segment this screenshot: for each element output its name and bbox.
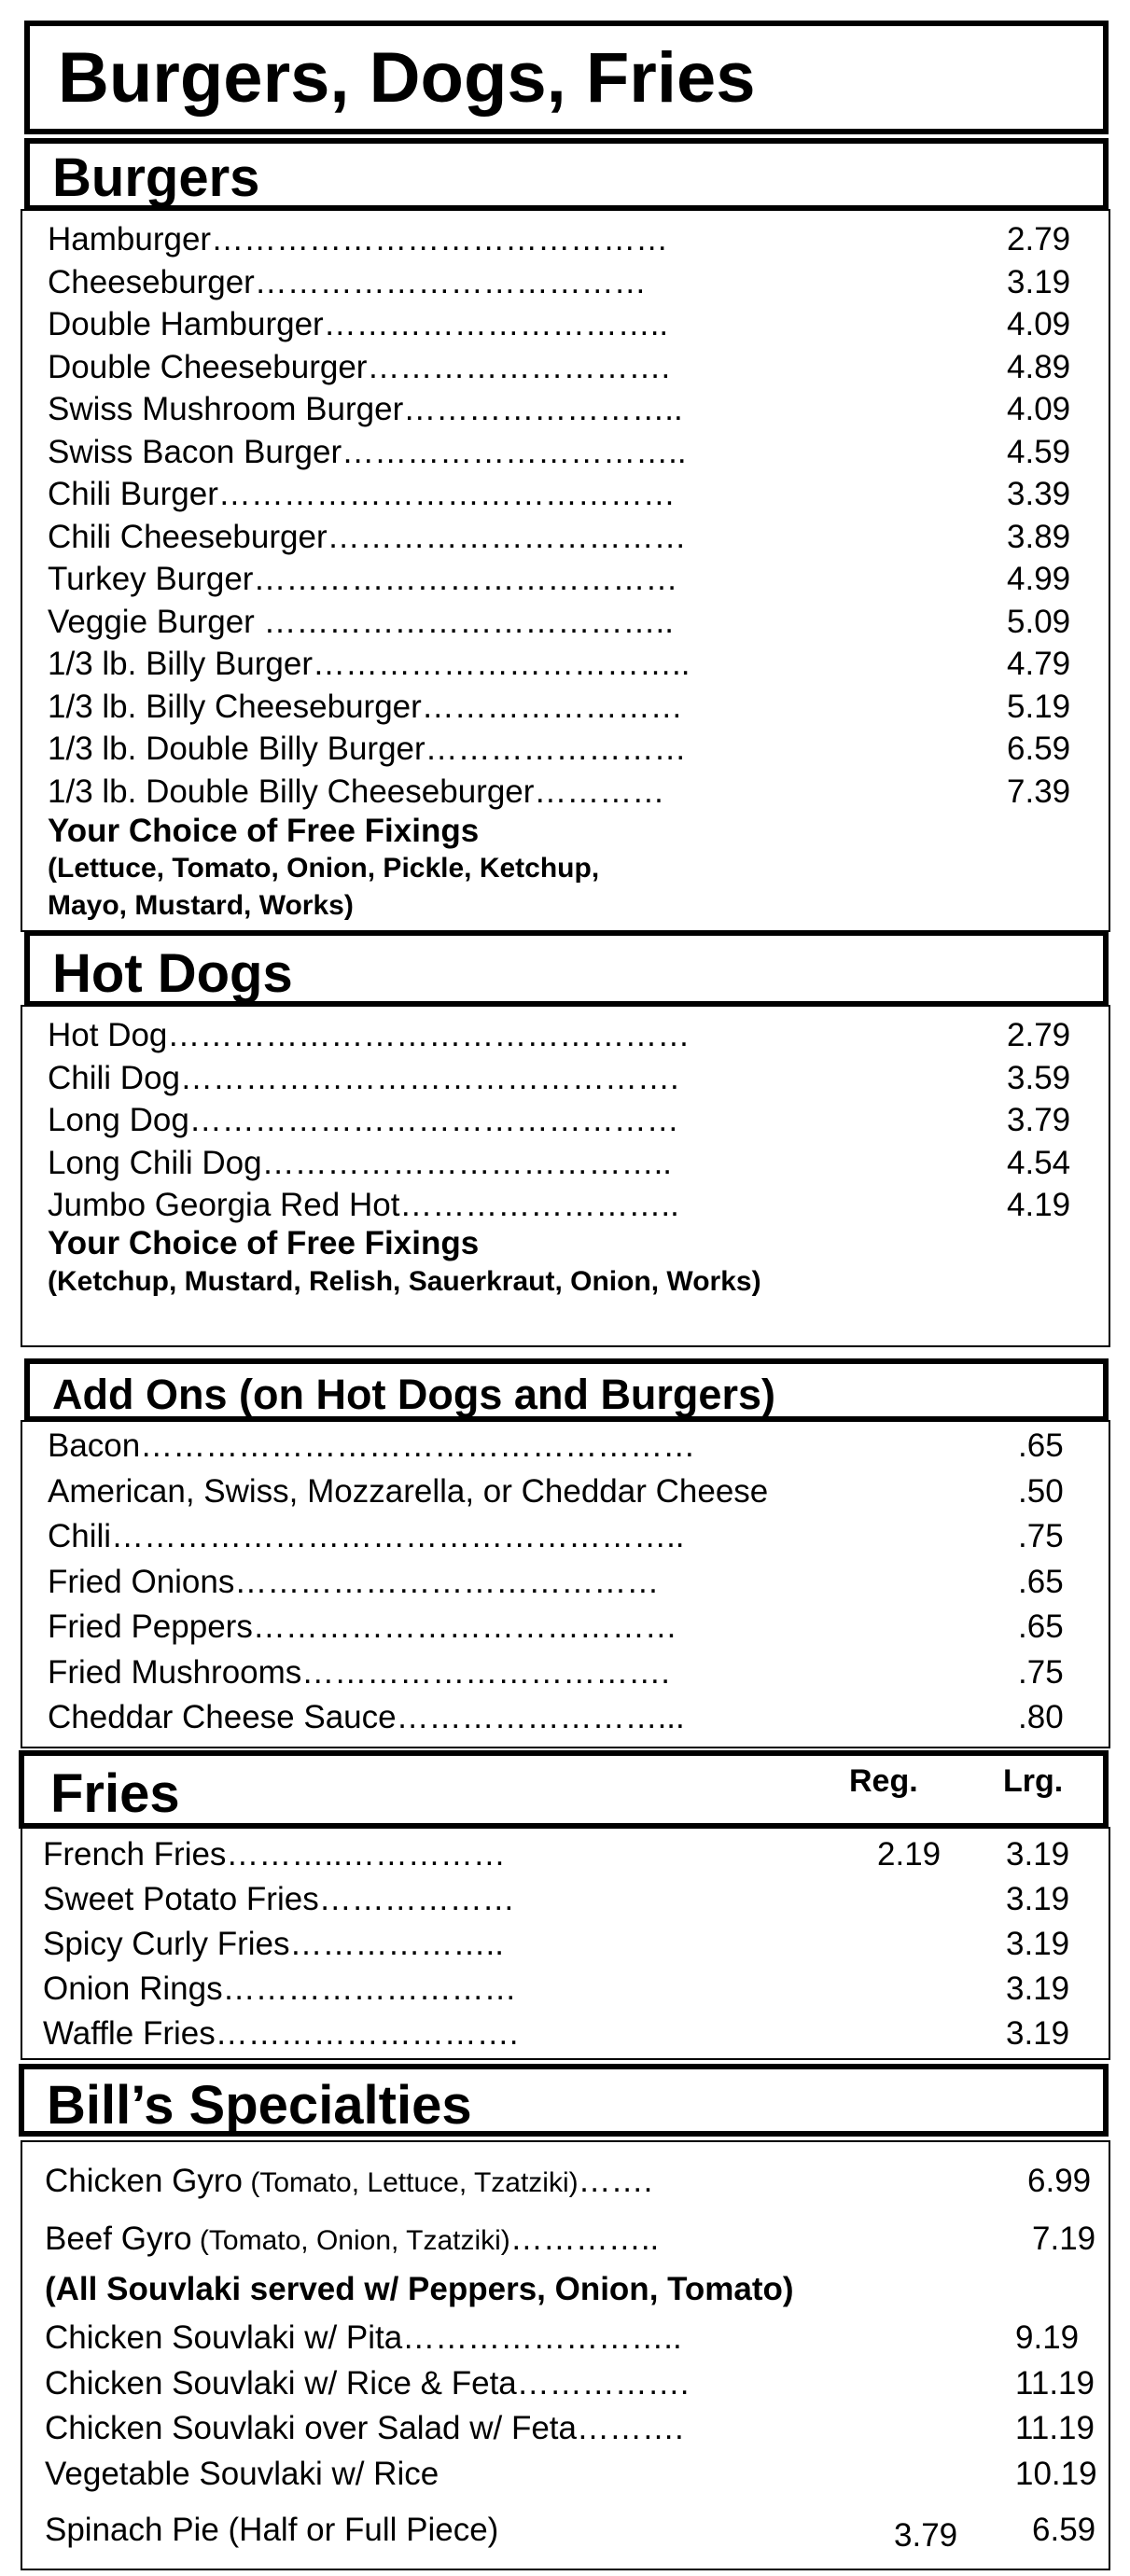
burger-item-price: 4.59 xyxy=(1007,433,1071,470)
specialty-item-name: Chicken Souvlaki over Salad w/ Feta………. xyxy=(45,2410,684,2446)
fries-heading: Fries xyxy=(50,1763,180,1824)
addon-item-row xyxy=(48,1697,1083,1738)
burger-item-price: 6.59 xyxy=(1007,731,1071,767)
beef-gyro-name: Beef Gyro xyxy=(45,2221,192,2257)
fries-item-row xyxy=(43,1969,1088,2010)
spinach-pie-row xyxy=(45,2510,1096,2554)
addon-item-name: Fried Peppers………………………………… xyxy=(48,1608,677,1645)
chicken-gyro-dots: ……. xyxy=(578,2163,653,2199)
burger-item-price: 5.19 xyxy=(1007,688,1071,725)
burgers-fixings-line1: (Lettuce, Tomato, Onion, Pickle, Ketchup, xyxy=(48,853,600,884)
hotdogs-fixings-line1: (Ketchup, Mustard, Relish, Sauerkraut, Onion, Works) xyxy=(48,1266,761,1297)
hotdog-item-name: Hot Dog………………………………………… xyxy=(48,1017,691,1053)
addon-item-price: .80 xyxy=(1018,1699,1064,1735)
burgers-fixings-title: Your Choice of Free Fixings xyxy=(48,813,480,849)
burger-item-price: 4.09 xyxy=(1007,306,1071,342)
specialties-panel xyxy=(21,2140,1110,2570)
addons-list xyxy=(48,1426,1083,1743)
fries-item-lrg-price: 3.19 xyxy=(1006,1881,1070,1917)
burger-item-price: 5.09 xyxy=(1007,603,1071,640)
fries-item-row xyxy=(43,1924,1088,1965)
burgers-heading: Burgers xyxy=(52,147,260,208)
fries-item-lrg-price: 3.19 xyxy=(1006,2015,1070,2052)
burger-item-row xyxy=(48,602,1083,643)
burger-item-price: 3.39 xyxy=(1007,476,1071,512)
chicken-gyro-row xyxy=(45,2161,1090,2202)
specialties-heading-box xyxy=(19,2064,1109,2137)
spinach-pie-half-price: 3.79 xyxy=(894,2517,958,2554)
burger-item-row xyxy=(48,262,1083,303)
hotdogs-list xyxy=(48,1015,1083,1230)
burgers-panel xyxy=(21,209,1110,932)
chicken-gyro-detail: (Tomato, Lettuce, Tzatziki) xyxy=(243,2167,579,2198)
beef-gyro-row xyxy=(45,2219,1096,2260)
hotdog-item-name: Jumbo Georgia Red Hot…………………….. xyxy=(48,1187,679,1223)
specialty-item-name: Chicken Souvlaki w/ Rice & Feta……………. xyxy=(45,2364,690,2402)
specialty-item-row xyxy=(45,2318,1090,2359)
burger-item-price: 2.79 xyxy=(1007,221,1071,258)
fries-panel xyxy=(21,1827,1110,2060)
fries-item-lrg-price: 3.19 xyxy=(1006,1926,1070,1962)
addon-item-price: .65 xyxy=(1018,1608,1064,1645)
burger-item-row xyxy=(48,559,1083,600)
burgers-list xyxy=(48,219,1083,810)
burger-item-name: Chili Cheeseburger…………………………… xyxy=(48,518,687,555)
burger-item-price: 7.39 xyxy=(1007,773,1071,810)
fries-item-name: Sweet Potato Fries……………… xyxy=(43,1881,515,1917)
burger-item-price: 4.09 xyxy=(1007,391,1071,427)
burger-item-row xyxy=(48,644,1083,685)
hotdogs-heading: Hot Dogs xyxy=(52,943,293,1004)
burger-item-price: 3.19 xyxy=(1007,263,1071,300)
spinach-pie-name: Spinach Pie (Half or Full Piece) xyxy=(45,2512,499,2548)
fries-item-row xyxy=(43,1879,1088,1920)
addon-item-name: Chili…………………………………………….. xyxy=(48,1518,685,1554)
hotdog-item-row xyxy=(48,1100,1083,1141)
addons-panel xyxy=(21,1420,1110,1748)
burger-item-price: 4.89 xyxy=(1007,348,1071,385)
hotdog-item-price: 4.54 xyxy=(1007,1144,1071,1181)
burger-item-name: Cheeseburger……………………………… xyxy=(48,263,647,300)
fries-item-row xyxy=(43,1834,1088,1875)
specialty-item-price: 11.19 xyxy=(1015,2364,1095,2402)
fries-item-name: Onion Rings……………………… xyxy=(43,1970,517,2007)
specialty-item-name: Vegetable Souvlaki w/ Rice xyxy=(45,2455,439,2492)
fries-item-name: French Fries………..…………… xyxy=(43,1836,506,1873)
fries-item-lrg-price: 3.19 xyxy=(1006,1836,1070,1873)
hotdog-item-price: 3.79 xyxy=(1007,1102,1071,1138)
burger-item-row xyxy=(48,474,1083,515)
hotdogs-panel xyxy=(21,1005,1110,1347)
addon-item-row xyxy=(48,1516,1083,1557)
hotdog-item-price: 4.19 xyxy=(1007,1187,1071,1223)
burger-item-name: Swiss Bacon Burger………………………….. xyxy=(48,433,687,470)
menu-title-box xyxy=(24,21,1109,134)
specialty-item-name: Chicken Souvlaki w/ Pita…………………….. xyxy=(45,2319,682,2356)
souvlaki-note: (All Souvlaki served w/ Peppers, Onion, Tomato) xyxy=(45,2271,794,2307)
specialty-item-row xyxy=(45,2408,1095,2449)
specialty-item-row xyxy=(45,2454,1097,2495)
hotdog-item-price: 2.79 xyxy=(1007,1017,1071,1053)
addon-item-name: American, Swiss, Mozzarella, or Cheddar Cheese xyxy=(48,1472,769,1510)
burger-item-row xyxy=(48,729,1083,770)
addon-item-price: .50 xyxy=(1018,1472,1064,1510)
burger-item-row xyxy=(48,432,1083,473)
addon-item-price: .65 xyxy=(1018,1563,1064,1600)
burger-item-row xyxy=(48,687,1083,728)
addon-item-name: Cheddar Cheese Sauce……………………... xyxy=(48,1699,685,1735)
spinach-pie-full-price: 6.59 xyxy=(1032,2512,1096,2548)
addons-heading: Add Ons (on Hot Dogs and Burgers) xyxy=(52,1371,775,1418)
chicken-gyro-price: 6.99 xyxy=(1027,2163,1092,2199)
addon-item-name: Bacon…………………………………………… xyxy=(48,1427,696,1464)
burger-item-name: Chili Burger…………………………………… xyxy=(48,476,676,512)
addon-item-row xyxy=(48,1562,1083,1603)
specialties-list xyxy=(45,2318,1097,2504)
burger-item-name: 1/3 lb. Double Billy Cheeseburger………… xyxy=(48,773,665,810)
fries-item-lrg-price: 3.19 xyxy=(1006,1970,1070,2007)
addons-heading-box xyxy=(24,1358,1109,1422)
fries-item-name: Spicy Curly Fries……………….. xyxy=(43,1926,504,1962)
beef-gyro-dots: ………….. xyxy=(509,2221,660,2257)
hotdog-item-row xyxy=(48,1185,1083,1226)
burger-item-row xyxy=(48,347,1083,388)
addon-item-row xyxy=(48,1471,1083,1512)
burger-item-name: 1/3 lb. Billy Burger…………………………….. xyxy=(48,646,691,682)
burger-item-name: Turkey Burger………………………………… xyxy=(48,561,678,597)
addon-item-name: Fried Onions………………………………… xyxy=(48,1563,660,1600)
burger-item-name: Hamburger…………………………………… xyxy=(48,221,669,258)
hotdog-item-row xyxy=(48,1015,1083,1056)
burger-item-row xyxy=(48,219,1083,260)
beef-gyro-detail: (Tomato, Onion, Tzatziki) xyxy=(191,2225,510,2256)
fries-heading-box xyxy=(19,1750,1109,1829)
specialties-heading: Bill’s Specialties xyxy=(47,2075,472,2136)
burger-item-row xyxy=(48,772,1083,813)
specialty-item-price: 9.19 xyxy=(1015,2319,1080,2356)
hotdog-item-price: 3.59 xyxy=(1007,1059,1071,1096)
burgers-fixings-line2: Mayo, Mustard, Works) xyxy=(48,890,354,921)
addon-item-name: Fried Mushrooms……………………………. xyxy=(48,1653,671,1691)
menu-title: Burgers, Dogs, Fries xyxy=(58,38,756,118)
burger-item-name: 1/3 lb. Double Billy Burger…………………… xyxy=(48,731,687,767)
fries-item-name: Waffle Fries………………………. xyxy=(43,2015,519,2052)
burger-item-price: 4.99 xyxy=(1007,561,1071,597)
addon-item-row xyxy=(48,1607,1083,1648)
chicken-gyro-name: Chicken Gyro xyxy=(45,2163,244,2199)
hotdog-item-row xyxy=(48,1058,1083,1099)
burger-item-row xyxy=(48,517,1083,558)
hotdog-item-name: Long Chili Dog……………………………….. xyxy=(48,1144,673,1181)
hotdogs-fixings-title: Your Choice of Free Fixings xyxy=(48,1225,480,1261)
burger-item-name: 1/3 lb. Billy Cheeseburger…………………… xyxy=(48,688,683,725)
beef-gyro-price: 7.19 xyxy=(1032,2221,1096,2257)
burger-item-row xyxy=(48,389,1083,430)
fries-col-reg: Reg. xyxy=(849,1763,918,1799)
fries-list xyxy=(43,1834,1088,2058)
specialty-item-price: 10.19 xyxy=(1015,2455,1097,2492)
hotdogs-heading-box xyxy=(24,930,1109,1007)
hotdog-item-row xyxy=(48,1143,1083,1184)
hotdog-item-name: Long Dog……………………………………… xyxy=(48,1102,679,1138)
addon-item-row xyxy=(48,1426,1083,1467)
specialty-item-price: 11.19 xyxy=(1015,2410,1095,2446)
burgers-heading-box xyxy=(24,138,1109,211)
burger-item-row xyxy=(48,304,1083,345)
burger-item-name: Double Cheeseburger………………………. xyxy=(48,348,671,385)
burger-item-name: Double Hamburger………………………….. xyxy=(48,306,669,342)
burger-item-name: Swiss Mushroom Burger…………………….. xyxy=(48,391,683,427)
addon-item-price: .65 xyxy=(1018,1427,1064,1464)
burger-item-name: Veggie Burger ……………………………….. xyxy=(48,603,674,640)
addon-item-price: .75 xyxy=(1018,1653,1064,1691)
fries-item-reg-price: 2.19 xyxy=(877,1836,942,1873)
specialty-item-row xyxy=(45,2363,1095,2404)
fries-item-row xyxy=(43,2013,1088,2054)
hotdog-item-name: Chili Dog………………………………………. xyxy=(48,1059,679,1096)
addon-item-price: .75 xyxy=(1018,1518,1064,1554)
fries-col-lrg: Lrg. xyxy=(1003,1763,1064,1799)
addon-item-row xyxy=(48,1652,1083,1693)
burger-item-price: 4.79 xyxy=(1007,646,1071,682)
burger-item-price: 3.89 xyxy=(1007,518,1071,555)
